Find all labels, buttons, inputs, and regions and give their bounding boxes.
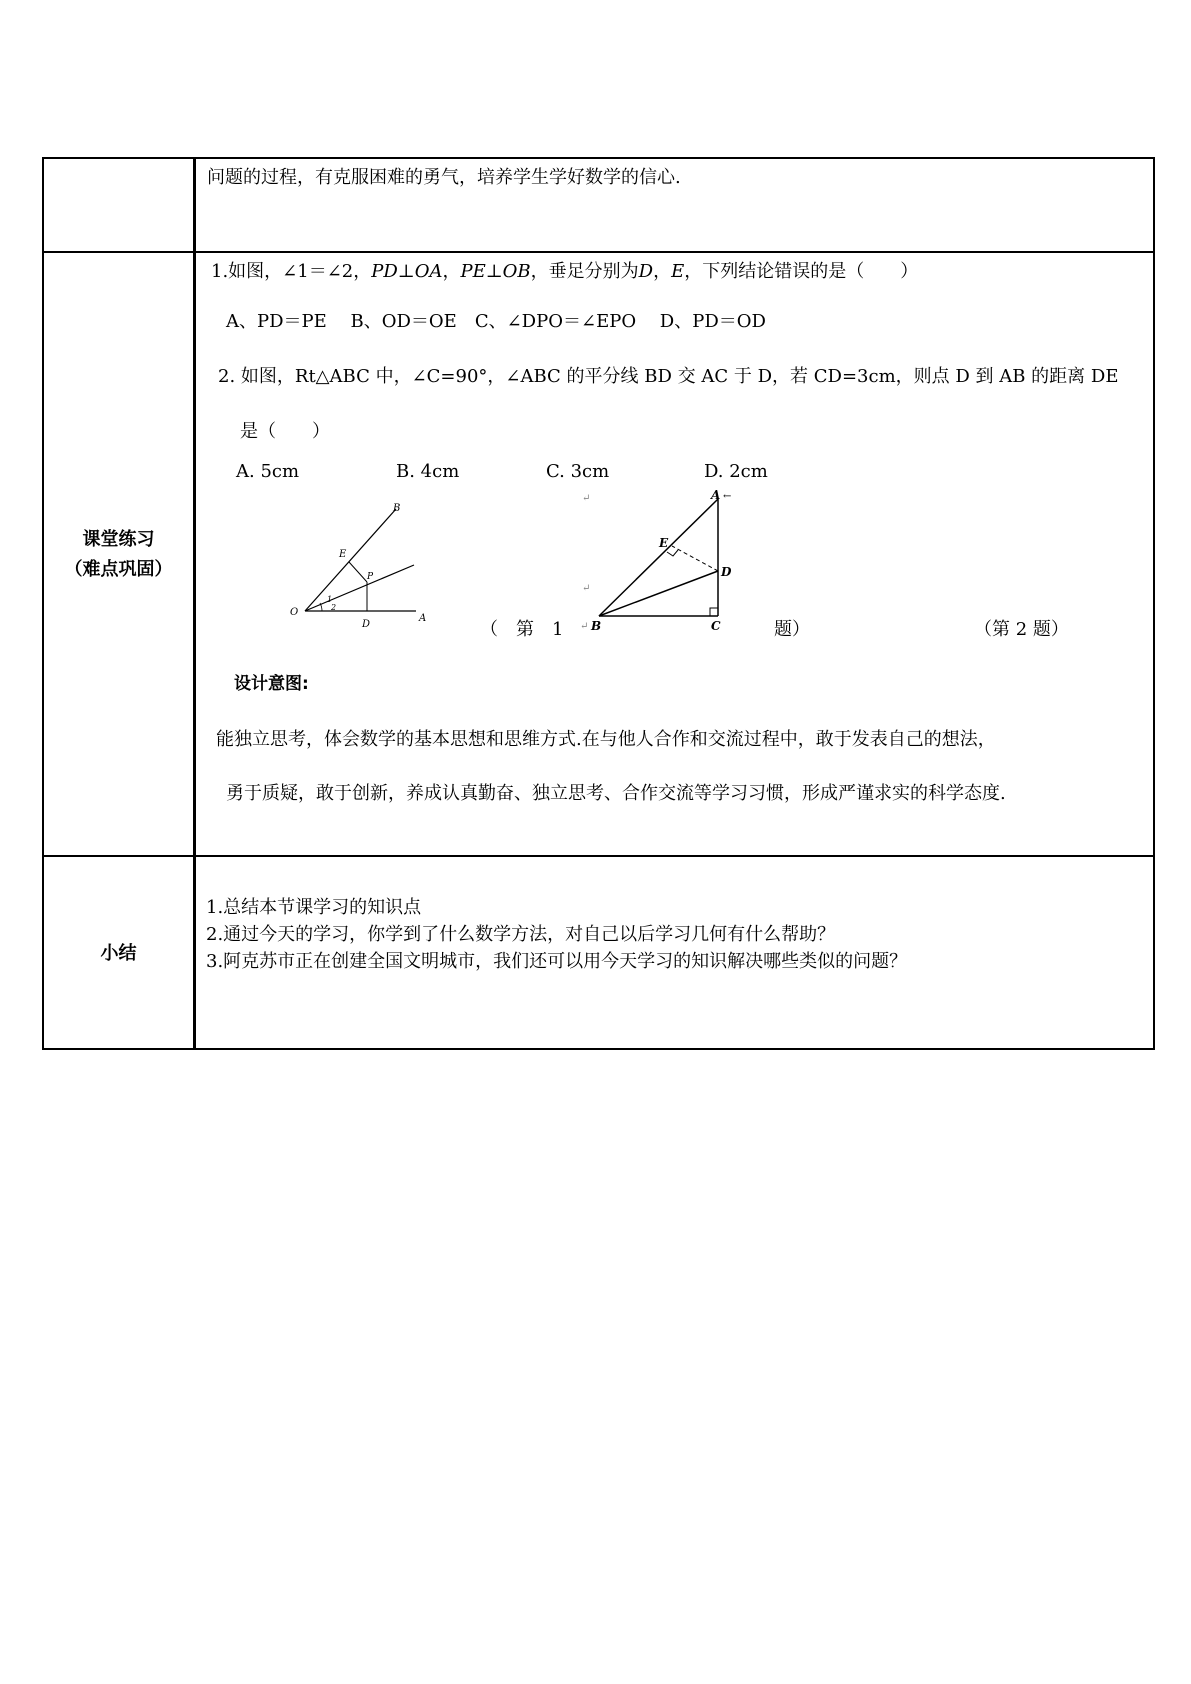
question-1 [211,261,918,283]
q1-pd-oa: PD⊥OA [371,261,443,282]
summary-item-3: 3.阿克苏市正在创建全国文明城市，我们还可以用今天学习的知识解决哪些类似的问题？ [206,951,908,972]
summary-item-1: 1.总结本节课学习的知识点 [206,897,422,918]
fig2-label-e: E [659,536,669,550]
fig1-pe [349,562,367,582]
q1-d: D [638,261,654,282]
question-2-option-d: D. 2cm [704,461,768,482]
fig1-label-p: P [367,572,374,582]
fig2-return-mark-2: ↵ [582,583,591,594]
fig2-right-angle-c [710,608,718,616]
fig1-label-d: D [362,619,371,630]
caption-fig1-close: 题） [774,619,810,640]
fig2-side-ab [599,499,718,616]
design-intent-line2: 勇于质疑，敢于创新，养成认真勤奋、独立思考、合作交流等学习习惯，形成严谨求实的科学态度. [226,783,1006,804]
fig2-label-c: C [711,619,721,633]
question-1-options: A、PD＝PE B、OD＝OE C、∠DPO＝∠EPO D、PD＝OD [226,311,766,332]
fig1-bisector [305,565,414,611]
q1-mid: ，垂足分别为 [530,261,639,282]
q1-comma: ， [653,261,672,282]
q1-pe-ob: PE⊥OB [460,261,531,282]
practice-label-line1: 课堂练习 [82,529,155,550]
row-divider-2 [44,855,1153,857]
question-2-option-c: C. 3cm [546,461,610,482]
fig1-label-a: A [419,613,427,624]
fig1-ray-ob [305,509,396,611]
question-2-option-a: A. 5cm [236,461,300,482]
design-intent-line1: 能独立思考，体会数学的基本思想和思维方式.在与他人合作和交流过程中，敢于发表自己的想法， [216,729,996,750]
q1-e: E [671,261,685,282]
q1-sep: ， [442,261,461,282]
fig1-label-2: 2 [331,603,337,612]
fig2-label-b: B [591,619,602,633]
design-intent-title: 设计意图: [234,674,309,694]
row1-text: 问题的过程，有克服困难的勇气，培养学生学好数学的信心. [207,167,681,188]
column-divider [193,159,196,1048]
fig2-return-mark-1: ↵ [582,493,591,504]
fig2-return-mark-3: ↵ [580,621,589,632]
question-2-line2: 是（ ） [240,421,330,442]
fig1-label-b: B [393,503,401,514]
question-2: 2. 如图，Rt△ABC 中，∠C=90°，∠ABC 的平分线 BD 交 AC 于 D，若 CD=3cm，则点 D 到 AB 的距离 DE [218,366,1119,387]
summary-item-2: 2.通过今天的学习，你学到了什么数学方法，对自己以后学习几何有什么帮助？ [206,924,836,945]
q1-suffix: ，下列结论错误的是（ ） [684,261,919,282]
row-divider-1 [44,251,1153,253]
figure-1 [266,499,486,639]
fig2-bisector-bd [599,571,718,616]
practice-label [44,525,193,585]
figure-2 [564,489,784,639]
fig2-label-a: A [711,489,721,502]
fig2-de [672,546,718,571]
fig1-label-o: O [290,607,299,618]
q1-prefix: 1.如图，∠1＝∠2， [211,261,372,282]
fig2-right-angle-e [667,550,678,556]
fig1-label-e: E [339,549,347,560]
practice-label-line2: （难点巩固） [64,559,173,580]
fig2-label-d: D [721,565,732,579]
summary-label: 小结 [100,943,137,964]
caption-fig1-open: （ 第 1 [480,619,564,640]
fig2-label-a-arrow: ← [723,491,732,502]
fig1-label-1: 1 [327,595,333,604]
lesson-table [42,157,1155,1050]
caption-fig2: （第 2 题） [974,619,1069,640]
question-2-option-b: B. 4cm [396,461,460,482]
